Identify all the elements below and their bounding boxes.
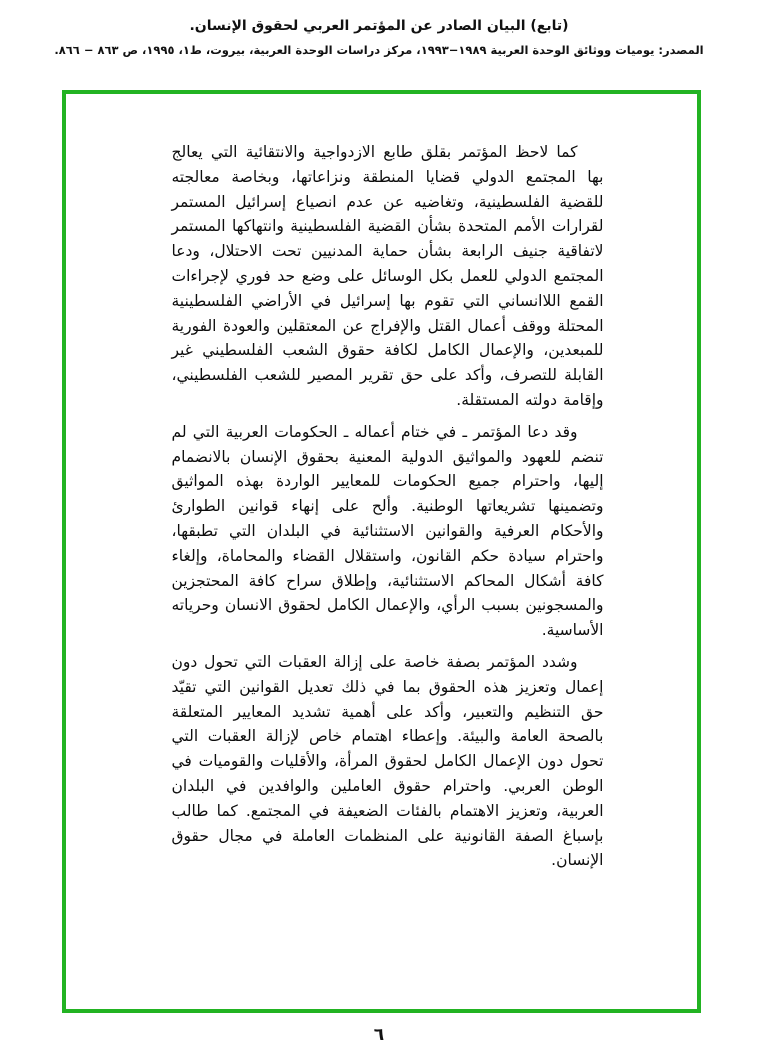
page-number: ٦ <box>373 1025 385 1045</box>
paragraph-2: وقد دعا المؤتمر ـ في ختام أعماله ـ الحكومات العربية التي لم تنضم للعهود والمواثيق الدولية المعنية بحقوق الإنسان بالانضمام إليها، واحترام جميع الحكومات للمعايير الواردة بهذه المواثيق وتضمينها تشريعاتها الوطنية. وألح على إنهاء قوانين الطوارئ والأحكام العرفية والقوانين الاستثنائية في البلدان التي تطبقها، واحترام سيادة حكم القانون، واستقلال القضاء والمحاماة، وإلغاء كافة أشكال المحاكم الاستثنائية، وإطلاق سراح كافة المحتجزين والمسجونين بسبب الرأي، والإعمال الكامل لحقوق الانسان وحرياته الأساسية. <box>171 422 604 640</box>
document-title: (تابع) البيان الصادر عن المؤتمر العربي لحقوق الإنسان. <box>189 18 569 34</box>
page-footer <box>0 1025 758 1045</box>
page-header <box>0 0 758 57</box>
content-border-box <box>62 90 701 1013</box>
source-citation-line: المصدر: يوميات ووثائق الوحدة العربية ١٩٨٩−١٩٩٣، مركز دراسات الوحدة العربية، بيروت، ط١، ١٩٩٥، ص ٨٦٣ − ٨٦٦. <box>54 43 704 57</box>
body-text-column <box>172 140 604 873</box>
paragraph-3: وشدد المؤتمر بصفة خاصة على إزالة العقبات التي تحول دون إعمال وتعزيز هذه الحقوق بما في ذلك تعديل القوانين التي تقيّد حق التنظيم والتعبير، وأكد على أهمية تشديد المعايير المتعلقة بالصحة العامة والبيئة. وإعطاء اهتمام خاص لإزالة العقبات التي تحول دون الإعمال الكامل لحقوق المرأة، والأقليات والقوميات في الوطن العربي. واحترام حقوق العاملين والوافدين في البلدان العربية، وتعزيز الاهتمام بالفئات الضعيفة في المجتمع. كما طالب بإسباغ الصفة القانونية على المنظمات العاملة في مجال حقوق الإنسان. <box>171 652 604 870</box>
paragraph-1: كما لاحظ المؤتمر بقلق طابع الازدواجية والانتقائية التي يعالج بها المجتمع الدولي قضايا المنطقة ونزاعاتها، وبخاصة معالجته للقضية الفلسطينية، وتغاضيه عن عدم انصياع إسرائيل المستمر لقرارات الأمم المتحدة بشأن القضية الفلسطينية وانتهاكها المستمر لاتفاقية جنيف الرابعة بشأن حماية المدنيين تحت الاحتلال، ودعا المجتمع الدولي للعمل بكل الوسائل على وضع حد فوري لإجراءات القمع اللاانساني التي تقوم بها إسرائيل في الأراضي الفلسطينية المحتلة ووقف أعمال القتل والإفراج عن المعتقلين والعودة الفورية للمبعدين، والإعمال الكامل لكافة حقوق الشعب الفلسطيني غير القابلة للتصرف، وأكد على حق تقرير المصير للشعب الفلسطيني، وإقامة دولته المستقلة. <box>171 143 604 409</box>
